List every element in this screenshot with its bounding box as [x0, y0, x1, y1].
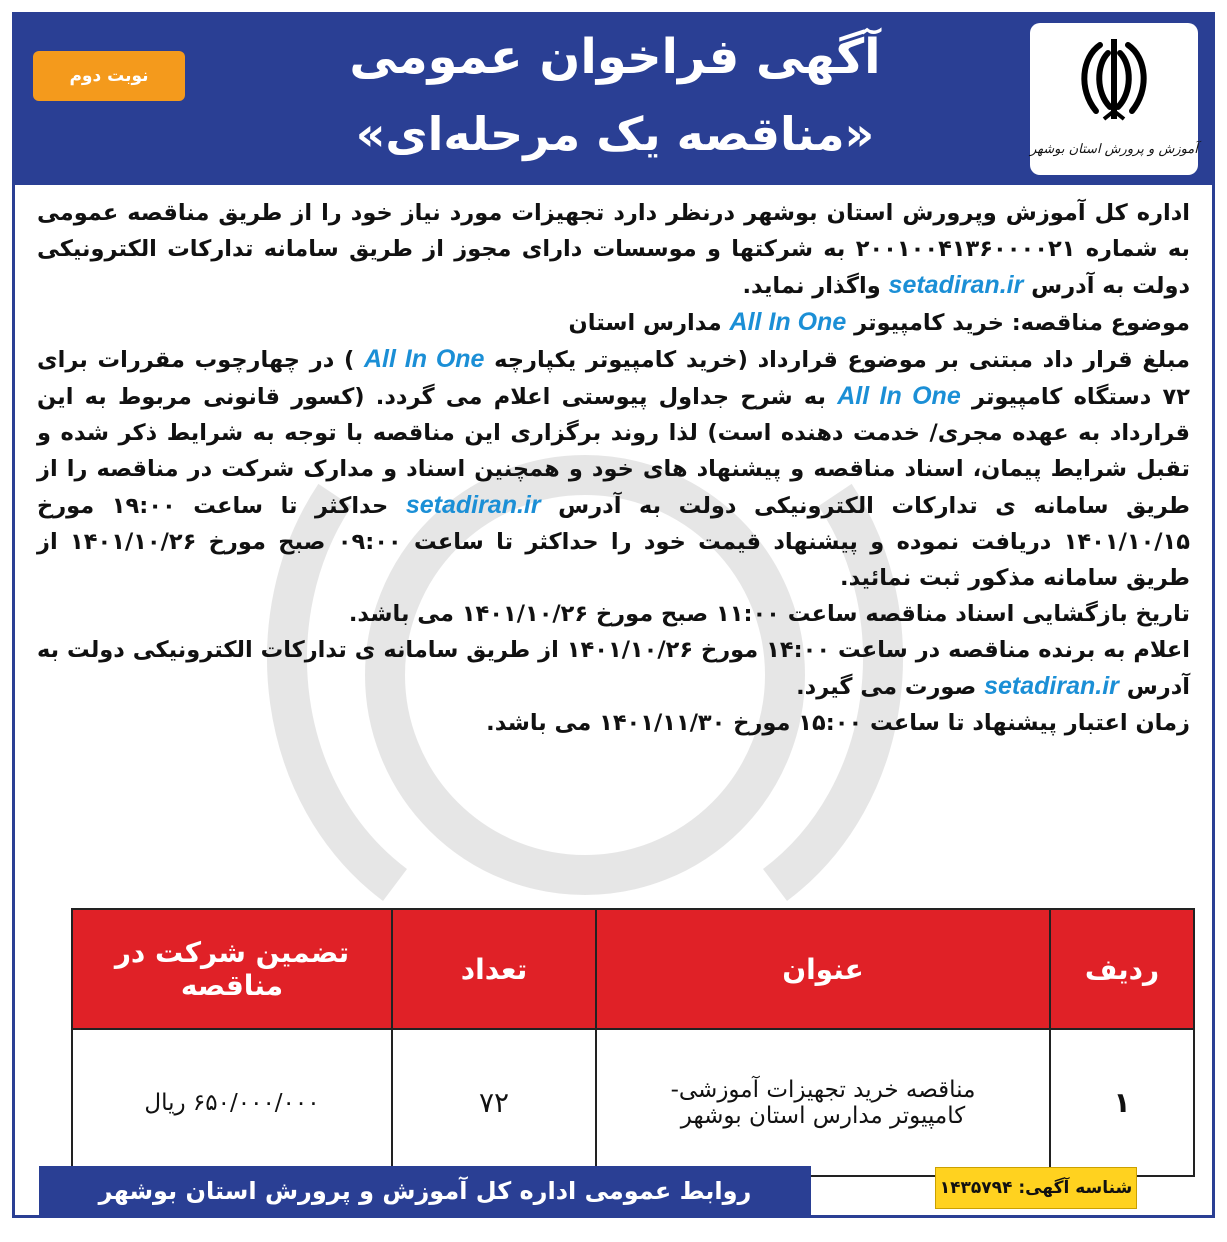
- logo-box: [1030, 23, 1198, 175]
- paragraph-opening: تاریخ بازگشایی اسناد مناقصه ساعت ۱۱:۰۰ صبح مورخ ۱۴۰۱/۱۰/۲۶ می باشد.: [348, 601, 1190, 627]
- col-guarantee: تضمین شرکت در مناقصه: [72, 909, 392, 1029]
- ad-id-value: ۱۴۳۵۷۹۴: [939, 1178, 1013, 1198]
- ad-id-label: شناسه آگهی:: [1018, 1178, 1133, 1198]
- winner-text-end: صورت می گیرد.: [796, 674, 977, 700]
- col-title: عنوان: [596, 909, 1050, 1029]
- ad-id-box: [935, 1167, 1137, 1209]
- page-title: آگهی فراخوان عمومی: [349, 29, 881, 85]
- cell-quantity: ۷۲: [392, 1029, 596, 1176]
- product-name: All In One: [729, 308, 847, 336]
- terms-text-a: مبلغ قرار داد مبتنی بر موضوع قرارداد (خرید کامپیوتر یکپارچه: [494, 347, 1190, 373]
- table-header-row: [72, 909, 1194, 1029]
- winner-text: اعلام به برنده مناقصه در ساعت ۱۴:۰۰ مورخ ۱۴۰۱/۱۰/۲۶ از طریق سامانه ی تدارکات الکترونیکی دولت به آدرس: [37, 637, 1190, 700]
- paragraph-subject: [37, 304, 1190, 341]
- terms-text-d: حداکثر تا ساعت ۱۹:۰۰ مورخ ۱۴۰۱/۱۰/۱۵ دریافت نموده و پیشنهاد قیمت خود را حداکثر تا ساعت ۰۹:۰۰ صبح مورخ ۱۴۰۱/۱۰/۲۶ از طریق سامانه مذکور ثبت نمائید.: [37, 493, 1190, 591]
- subject-text-end: مدارس استان: [568, 310, 722, 336]
- cell-row-number: ۱: [1050, 1029, 1194, 1176]
- table-row: [72, 1029, 1194, 1176]
- page-subtitle: «مناقصه یک مرحله‌ای»: [355, 107, 875, 161]
- product-name: All In One: [363, 345, 485, 373]
- col-row-number: ردیف: [1050, 909, 1194, 1029]
- product-name: All In One: [837, 382, 961, 410]
- paragraph-validity: زمان اعتبار پیشنهاد تا ساعت ۱۵:۰۰ مورخ ۱۴۰۱/۱۱/۳۰ می باشد.: [486, 710, 1190, 736]
- tender-table: [71, 908, 1195, 1177]
- logo-caption: آموزش و پرورش استان بوشهر: [1030, 142, 1198, 157]
- cell-guarantee: ۶۵۰/۰۰۰/۰۰۰ ریال: [72, 1029, 392, 1176]
- notice-body: [37, 195, 1190, 741]
- site-link[interactable]: setadiran.ir: [984, 672, 1119, 700]
- terms-text-c: به شرح جداول پیوستی اعلام می گردد. (کسور قانونی مربوط به این قرارداد به عهده مجری/ خدمت دهنده است) لذا روند برگزاری این مناقصه با توجه به شرایط ذکر شده و تقبل شرایط پیمان، اسناد مناقصه و پیشنهاد های خود و همچنین اسناد و مدارک شرکت در مناقصه را از طریق سامانه ی تدارکات الکترونیکی دولت به آدرس: [37, 384, 1190, 519]
- paragraph-intro: [37, 195, 1190, 304]
- intro-text: اداره کل آموزش وپرورش استان بوشهر درنظر دارد تجهیزات مورد نیاز خود را از طریق مناقصه عمومی به شماره ۲۰۰۱۰۰۴۱۳۶۰۰۰۰۲۱ به شرکتها و موسسات دارای مجوز از طریق سامانه تدارکات الکترونیکی دولت به آدرس: [37, 200, 1191, 299]
- terms-text-b: ) در چهارچوب مقررات برای ۷۲ دستگاه کامپیوتر: [37, 347, 1190, 410]
- round-badge: نوبت دوم: [33, 51, 185, 101]
- header-banner: [15, 15, 1212, 185]
- site-link[interactable]: setadiran.ir: [888, 271, 1024, 299]
- site-link[interactable]: setadiran.ir: [405, 491, 541, 519]
- footer-organization: روابط عمومی اداره کل آموزش و پرورش استان بوشهر: [39, 1166, 811, 1216]
- paragraph-winner: [37, 632, 1190, 705]
- cell-title: مناقصه خرید تجهیزات آموزشی- کامپیوتر مدارس استان بوشهر: [596, 1029, 1050, 1176]
- col-quantity: تعداد: [392, 909, 596, 1029]
- subject-text: موضوع مناقصه: خرید کامپیوتر: [854, 310, 1190, 336]
- intro-text-end: واگذار نماید.: [742, 273, 881, 299]
- iran-emblem-icon: [1070, 31, 1158, 127]
- paragraph-terms: [37, 341, 1190, 596]
- tender-notice: [12, 12, 1215, 1218]
